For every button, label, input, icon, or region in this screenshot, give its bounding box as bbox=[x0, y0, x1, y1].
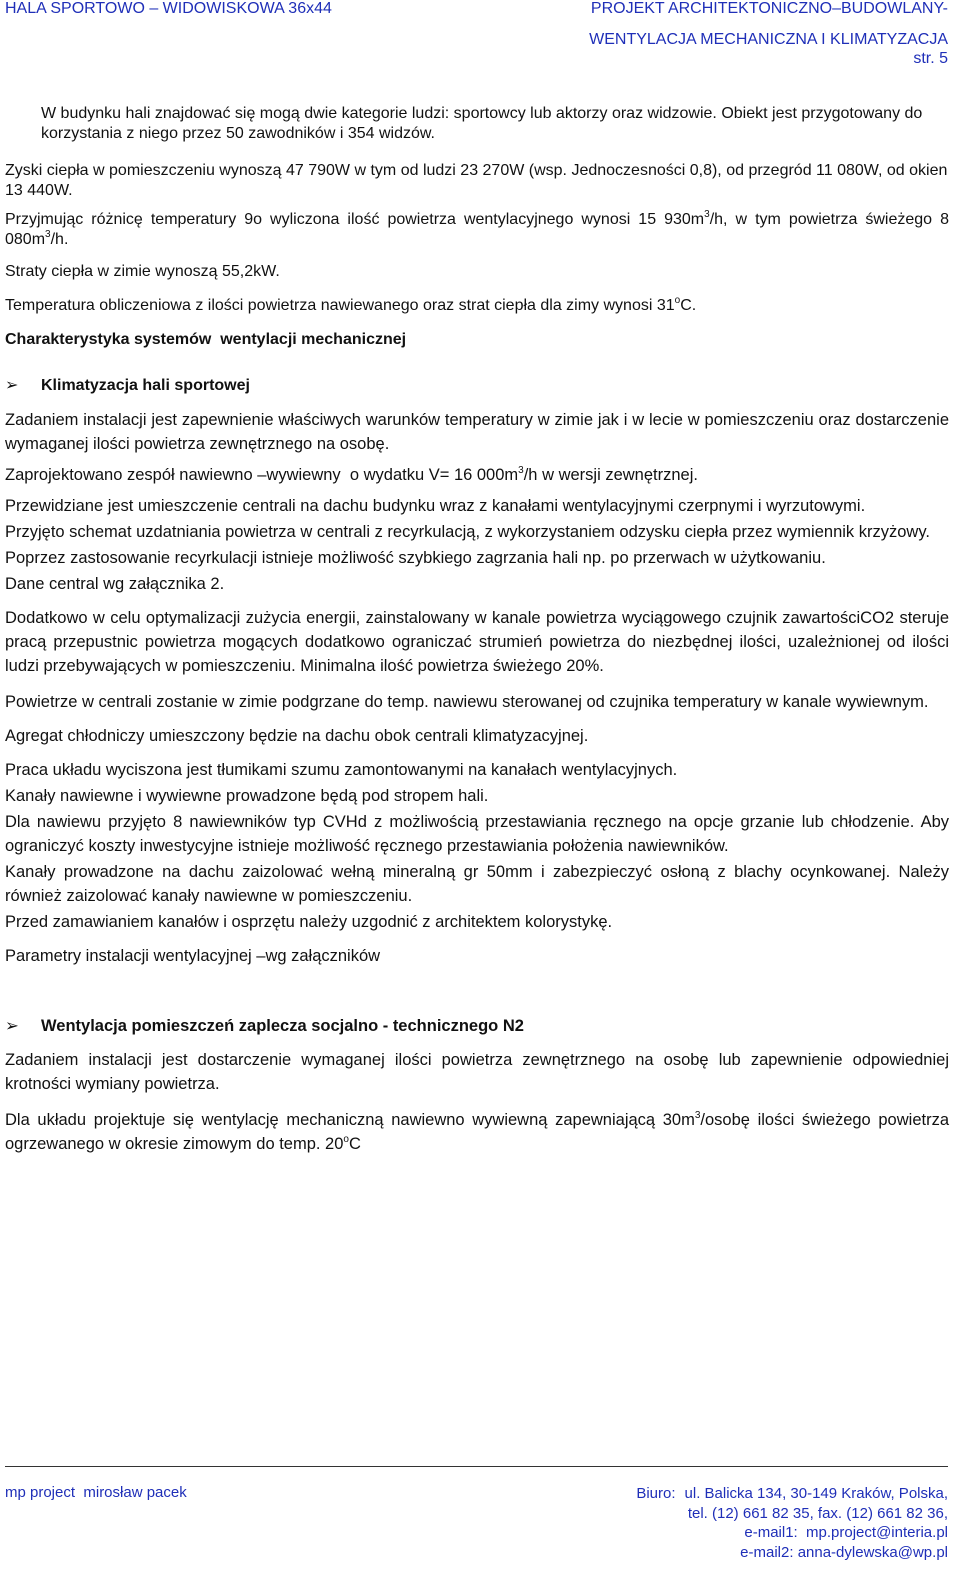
footer-address-line bbox=[636, 1484, 948, 1504]
design-temperature-text-a: Temperatura obliczeniowa z ilości powietrza nawiewanego oraz strat ciepła dla zimy wynosi 31 bbox=[5, 297, 675, 314]
paragraph-occupants bbox=[5, 104, 949, 144]
paragraph-heat-gains bbox=[5, 161, 949, 201]
paragraph-insulation-text: Kanały prowadzone na dachu zaizolować wełną mineralną gr 50mm i zabezpieczyć osłoną z blachy ocynkowanej. Należy również zaizolować kanały nawiewne w pomieszczeniu. bbox=[5, 863, 949, 905]
header-section-title: WENTYLACJA MECHANICZNA I KLIMATYZACJA bbox=[589, 31, 948, 48]
header-page-number: str. 5 bbox=[913, 50, 948, 67]
paragraph-treatment-scheme-text: Przyjęto schemat uzdatniania powietrza w centrali z recyrkulacją, z wykorzystaniem odzysku ciepła przez wymiennik krzyżowy. bbox=[5, 523, 930, 541]
paragraph-silencers-text: Praca układu wyciszona jest tłumikami szumu zamontowanymi na kanałach wentylacyjnych. bbox=[5, 761, 678, 779]
paragraph-roof-location bbox=[5, 494, 949, 518]
page-header bbox=[0, 0, 960, 72]
footer-address-label: Biuro: bbox=[636, 1485, 676, 1502]
arrow-bullet-icon: ➢ bbox=[5, 377, 19, 394]
header-document-type: PROJEKT ARCHITEKTONICZNO–BUDOWLANY- bbox=[590, 0, 948, 17]
footer-contact bbox=[636, 1484, 948, 1562]
paragraph-silencers bbox=[5, 758, 949, 782]
paragraph-heating-text: Powietrze w centrali zostanie w zimie podgrzane do temp. nawiewu sterowanej od czujnika temperatury w kanale wywiewnym. bbox=[5, 693, 929, 711]
paragraph-diffusers bbox=[5, 810, 949, 858]
air-handler-text-a: Zaprojektowano zespół nawiewno –wywiewny o wydatku V= 16 000m bbox=[5, 466, 519, 484]
section-heading-text: Charakterystyka systemów wentylacji mechanicznej bbox=[5, 331, 407, 348]
paragraph-heat-loss bbox=[5, 262, 949, 282]
paragraph-co2-sensor-text: Dodatkowo w celu optymalizacji zużycia energii, zainstalowany w kanale powietrza wyciągowego czujnik zawartościCO2 steruje pracą przepustnic powietrza mogących dodatkowo ograniczać strumień powietrza do niezbędnej ilości, uzależnionej od ilości ludzi przebywających w pomieszczeniu. Minimalna ilość powietrza świeżego 20%. bbox=[5, 609, 949, 675]
air-handler-text-b: /h w wersji zewnętrznej. bbox=[523, 466, 698, 484]
n2-ventilation-text-c: C bbox=[348, 1135, 361, 1153]
footer-address: ul. Balicka 134, 30-149 Kraków, Polska, bbox=[684, 1485, 948, 1502]
footer-divider bbox=[5, 1466, 948, 1467]
paragraph-task bbox=[5, 408, 949, 456]
dash-bullet bbox=[5, 104, 41, 124]
section-heading bbox=[5, 330, 949, 350]
n2-ventilation-text-b: /osobę ilości świeżego powietrza ogrzewanego w okresie zimowym do temp. 20 bbox=[5, 1111, 949, 1153]
paragraph-task-text: Zadaniem instalacji jest zapewnienie właściwych warunków temperatury w zimie jak i w lecie w pomieszczeniu oraz dostarczenie wymaganej ilości powietrza zewnętrznego na osobę. bbox=[5, 411, 949, 453]
document-body bbox=[5, 104, 949, 1156]
paragraph-roof-location-text: Przewidziane jest umieszczenie centrali na dachu budynku wraz z kanałami wentylacyjnymi czerpnymi i wyrzutowymi. bbox=[5, 497, 866, 515]
paragraph-recirculation-text: Poprzez zastosowanie recyrkulacji istnieje możliwość szybkiego zagrzania hali np. po przerwach w użytkowaniu. bbox=[5, 549, 826, 567]
paragraph-colors-text: Przed zamawianiem kanałów i osprzętu należy uzgodnić z architektem kolorystykę. bbox=[5, 913, 613, 931]
header-project-name: HALA SPORTOWO – WIDOWISKOWA 36x44 bbox=[5, 0, 332, 17]
paragraph-co2-sensor bbox=[5, 606, 949, 678]
paragraph-unit-data bbox=[5, 572, 949, 596]
paragraph-n2-task bbox=[5, 1048, 949, 1096]
paragraph-air-volume bbox=[5, 210, 949, 250]
paragraph-colors bbox=[5, 910, 949, 934]
degree-superscript: o bbox=[674, 294, 681, 306]
paragraph-design-temperature bbox=[5, 296, 949, 316]
paragraph-heat-gains-text: Zyski ciepła w pomieszczeniu wynoszą 47 790W w tym od ludzi 23 270W (wsp. Jednoczesności 0,8), od przegród 11 080W, od okien 13 440W. bbox=[5, 162, 948, 199]
footer-email-2[interactable]: e-mail2: anna-dylewska@wp.pl bbox=[740, 1543, 948, 1561]
footer-phone: tel. (12) 661 82 35, fax. (12) 661 82 36, bbox=[687, 1504, 948, 1522]
paragraph-diffusers-text: Dla nawiewu przyjęto 8 nawiewników typ CVHd z możliwością przestawiania ręcznego na opcje grzanie lub chłodzenie. Aby ograniczyć koszty inwestycyjne istnieje możliwość ręcznego przestawiania położenia nawiewników. bbox=[5, 813, 949, 855]
paragraph-duct-routing bbox=[5, 784, 949, 808]
superscript: 3 bbox=[694, 1109, 701, 1121]
air-volume-text-b: /h, w tym powietrza świeżego 8 080m bbox=[5, 211, 949, 248]
degree-superscript: o bbox=[343, 1133, 349, 1145]
paragraph-insulation bbox=[5, 860, 949, 908]
superscript: 3 bbox=[45, 228, 51, 240]
subsection-heading-n2-text: Wentylacja pomieszczeń zaplecza socjalno - technicznego N2 bbox=[41, 1017, 524, 1035]
paragraph-occupants-text: W budynku hali znajdować się mogą dwie kategorie ludzi: sportowcy lub aktorzy oraz widzowie. Obiekt jest przygotowany do korzystania z niego przez 50 zawodników i 354 widzów. bbox=[41, 105, 923, 142]
paragraph-parameters bbox=[5, 944, 949, 968]
superscript: 3 bbox=[704, 208, 710, 220]
paragraph-unit-data-text: Dane central wg załącznika 2. bbox=[5, 575, 225, 593]
superscript: 3 bbox=[518, 464, 524, 476]
page-footer bbox=[0, 1466, 960, 1581]
footer-email-1[interactable]: e-mail1: mp.project@interia.pl bbox=[744, 1524, 948, 1541]
subsection-heading-sports-hall bbox=[5, 376, 949, 396]
paragraph-chiller bbox=[5, 724, 949, 748]
air-volume-text-c: /h. bbox=[50, 231, 69, 248]
air-volume-text-a: Przyjmując różnicę temperatury 9o wyliczona ilość powietrza wentylacyjnego wynosi 15 930m bbox=[5, 211, 705, 228]
subsection-heading-n2 bbox=[5, 1014, 949, 1038]
paragraph-parameters-text: Parametry instalacji wentylacyjnej –wg załączników bbox=[5, 947, 381, 965]
paragraph-air-handler bbox=[5, 463, 949, 487]
design-temperature-text-b: C. bbox=[680, 297, 697, 314]
paragraph-duct-routing-text: Kanały nawiewne i wywiewne prowadzone będą pod stropem hali. bbox=[5, 787, 489, 805]
n2-ventilation-text-a: Dla układu projektuje się wentylację mechaniczną nawiewno wywiewną zapewniającą 30m bbox=[5, 1111, 695, 1129]
paragraph-chiller-text: Agregat chłodniczy umieszczony będzie na dachu obok centrali klimatyzacyjnej. bbox=[5, 727, 589, 745]
paragraph-heat-loss-text: Straty ciepła w zimie wynoszą 55,2kW. bbox=[5, 263, 280, 280]
paragraph-n2-task-text: Zadaniem instalacji jest dostarczenie wymaganej ilości powietrza zewnętrznego na osobę lub zapewnienie odpowiedniej krotności wymiany powietrza. bbox=[5, 1051, 949, 1093]
arrow-bullet-icon: ➢ bbox=[5, 1017, 19, 1035]
subsection-heading-text: Klimatyzacja hali sportowej bbox=[41, 377, 250, 394]
paragraph-n2-ventilation bbox=[5, 1108, 949, 1156]
paragraph-treatment-scheme bbox=[5, 520, 949, 544]
footer-company: mp project mirosław pacek bbox=[5, 1484, 187, 1501]
paragraph-recirculation bbox=[5, 546, 949, 570]
paragraph-heating bbox=[5, 690, 949, 714]
